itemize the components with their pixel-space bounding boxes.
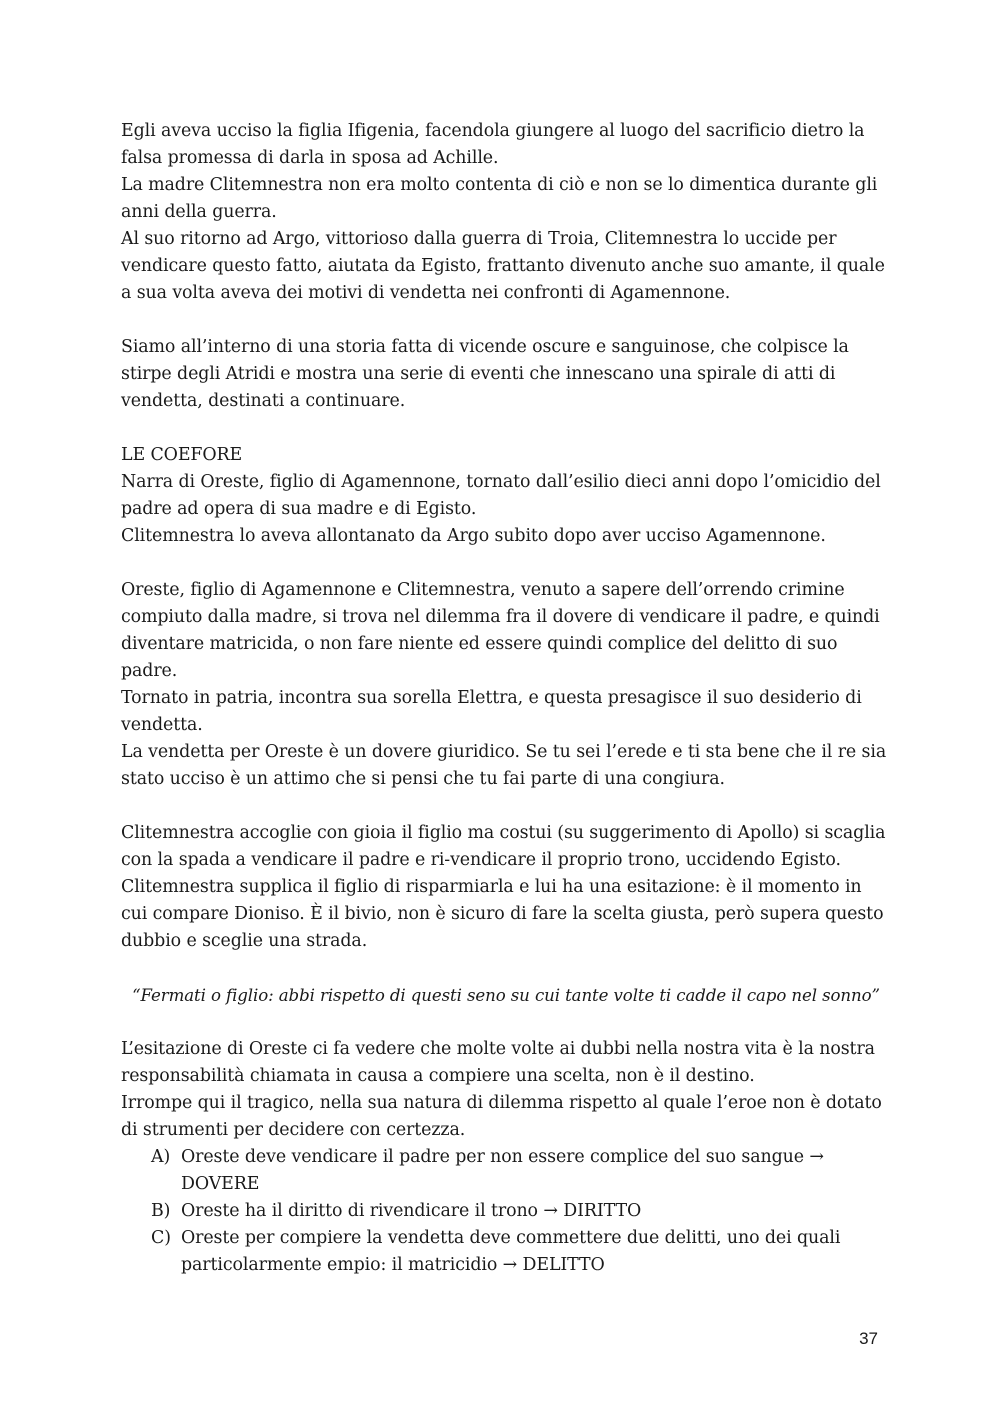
paragraph: La vendetta per Oreste è un dovere giuridico. Se tu sei l’erede e ti sta bene che il re sia stato ucciso è un attimo che si pensi che tu fai parte di una congiura. [121,742,887,789]
paragraph: Clitemnestra accoglie con gioia il figlio ma costui (su suggerimento di Apollo) si scaglia con la spada a vendicare il padre e ri-vendicare il proprio trono, uccidendo Egisto. [121,823,886,870]
paragraph: Tornato in patria, incontra sua sorella Elettra, e questa presagisce il suo desiderio di vendetta. [121,688,862,735]
list-marker: C) [151,1228,171,1248]
paragraph: La madre Clitemnestra non era molto contenta di ciò e non se lo dimentica durante gli anni della guerra. [121,175,878,222]
paragraph: Siamo all’interno di una storia fatta di vicende oscure e sanguinose, che colpisce la stirpe degli Atridi e mostra una serie di eventi che innescano una spirale di atti di vendetta, destinati a continuare. [121,337,849,411]
paragraph: Clitemnestra lo aveva allontanato da Argo subito dopo aver ucciso Agamennone. [121,526,826,546]
list-item [121,1198,891,1225]
paragraph: L’esitazione di Oreste ci fa vedere che molte volte ai dubbi nella nostra vita è la nostra responsabilità chiamata in causa a compiere una scelta, non è il destino. [121,1039,875,1086]
paragraph: Clitemnestra supplica il figlio di risparmiarla e lui ha una esitazione: è il momento in cui compare Dioniso. È il bivio, non è sicuro di fare la scelta giusta, però supera questo dubbio e sceglie una strada. [121,877,884,951]
block-quote: “Fermati o figlio: abbi rispetto di questi seno su cui tante volte ti cadde il capo nel sonno” [132,986,880,1005]
paragraph-gap [121,793,891,820]
list-item-text: Oreste deve vendicare il padre per non essere complice del suo sangue → DOVERE [181,1147,824,1194]
list-item-text: Oreste per compiere la vendetta deve commettere due delitti, uno dei quali particolarmente empio: il matricidio → DELITTO [181,1228,841,1275]
paragraph-gap [121,955,891,982]
list-item-text: Oreste ha il diritto di rivendicare il trono → DIRITTO [181,1201,642,1221]
list-item [121,1225,891,1279]
paragraph: Narra di Oreste, figlio di Agamennone, tornato dall’esilio dieci anni dopo l’omicidio del padre ad opera di sua madre e di Egisto. [121,472,881,519]
paragraph: Oreste, figlio di Agamennone e Clitemnestra, venuto a sapere dell’orrendo crimine compiuto dalla madre, si trova nel dilemma fra il dovere di vendicare il padre, e quindi diventare matricida, o non fare niente ed essere quindi complice del delitto di suo padre. [121,580,880,681]
list-item [121,1144,891,1198]
paragraph: Irrompe qui il tragico, nella sua natura di dilemma rispetto al quale l’eroe non è dotato di strumenti per decidere con certezza. [121,1093,882,1140]
paragraph-gap [121,550,891,577]
page-body [121,118,891,1279]
paragraph-gap [121,307,891,334]
page-number: 37 [859,1329,878,1348]
section-heading: LE COEFORE [121,445,243,465]
lettered-list [121,1144,891,1279]
paragraph-gap [121,415,891,442]
list-marker: A) [151,1147,171,1167]
paragraph: Egli aveva ucciso la figlia Ifigenia, facendola giungere al luogo del sacrificio dietro la falsa promessa di darla in sposa ad Achille. [121,121,865,168]
paragraph-gap [121,1009,891,1036]
list-marker: B) [151,1201,171,1221]
paragraph: Al suo ritorno ad Argo, vittorioso dalla guerra di Troia, Clitemnestra lo uccide per vendicare questo fatto, aiutata da Egisto, frattanto divenuto anche suo amante, il quale a sua volta aveva dei motivi di vendetta nei confronti di Agamennone. [121,229,885,303]
